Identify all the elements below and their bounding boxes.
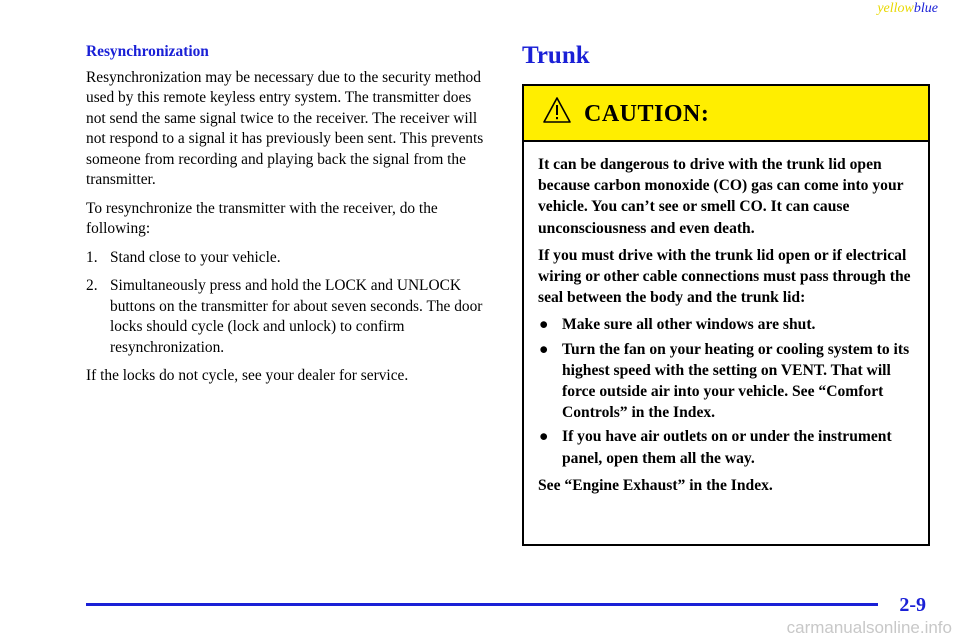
caution-see-also: See “Engine Exhaust” in the Index. <box>538 476 773 494</box>
caution-body <box>524 142 928 496</box>
bullet-icon: ● <box>539 340 549 358</box>
caution-bullet-list <box>538 314 918 468</box>
dealer-service-paragraph: If the locks do not cycle, see your dealer for service. <box>86 367 409 384</box>
caution-label: CAUTION: <box>584 101 710 127</box>
color-tag <box>877 0 938 18</box>
step-number: 2. <box>86 277 98 294</box>
bullet-item <box>538 339 918 424</box>
step-item <box>86 276 490 358</box>
bullet-icon: ● <box>539 316 549 334</box>
bullet-text: Turn the fan on your heating or cooling system to its highest speed with the setting on VENT. That will force outside air into your vehicle. See “Comfort Controls” in the Index. <box>562 340 910 422</box>
step-text: Stand close to your vehicle. <box>110 248 281 266</box>
left-column <box>86 42 490 395</box>
caution-paragraph-trunk-open: If you must drive with the trunk lid open or if electrical wiring or other cable connections must pass through the seal between the body and the trunk lid: <box>538 246 911 307</box>
step-text: Simultaneously press and hold the LOCK and UNLOCK buttons on the transmitter for about seven seconds. The door locks should cycle (lock and unlock) to confirm resynchronization. <box>110 277 483 356</box>
bullet-item <box>538 426 918 468</box>
right-column <box>522 40 930 494</box>
steps-list <box>86 248 490 359</box>
warning-triangle-icon <box>542 96 572 124</box>
bullet-item <box>538 314 918 335</box>
footer-rule <box>86 603 878 606</box>
resync-intro-paragraph: Resynchronization may be necessary due to the security method used by this remote keyless entry system. The transmitter does not send the same signal twice to the receiver. The receiver will not respond to a signal it has previously been sent. This prevents someone from recording and playing back the signal from the transmitter. <box>86 68 484 188</box>
bullet-icon: ● <box>539 428 549 446</box>
bullet-text: If you have air outlets on or under the instrument panel, open them all the way. <box>562 428 892 467</box>
bullet-text: Make sure all other windows are shut. <box>562 316 816 334</box>
page-number: 2-9 <box>899 594 926 616</box>
caution-header <box>524 86 928 142</box>
step-item <box>86 248 490 269</box>
section-heading-resynchronization: Resynchronization <box>86 43 209 60</box>
page-title: Trunk <box>522 42 590 69</box>
resync-instructions-paragraph: To resynchronize the transmitter with the receiver, do the following: <box>86 199 438 237</box>
step-number: 1. <box>86 248 98 266</box>
caution-box <box>522 84 930 546</box>
watermark: carmanualsonline.info <box>786 618 952 637</box>
caution-paragraph-co: It can be dangerous to drive with the trunk lid open because carbon monoxide (CO) gas can come into your vehicle. You can’t see or smell CO. It can cause unconsciousness and even death. <box>538 156 904 237</box>
color-tag-blue: blue <box>913 1 938 16</box>
color-tag-yellow: yellow <box>877 1 914 16</box>
